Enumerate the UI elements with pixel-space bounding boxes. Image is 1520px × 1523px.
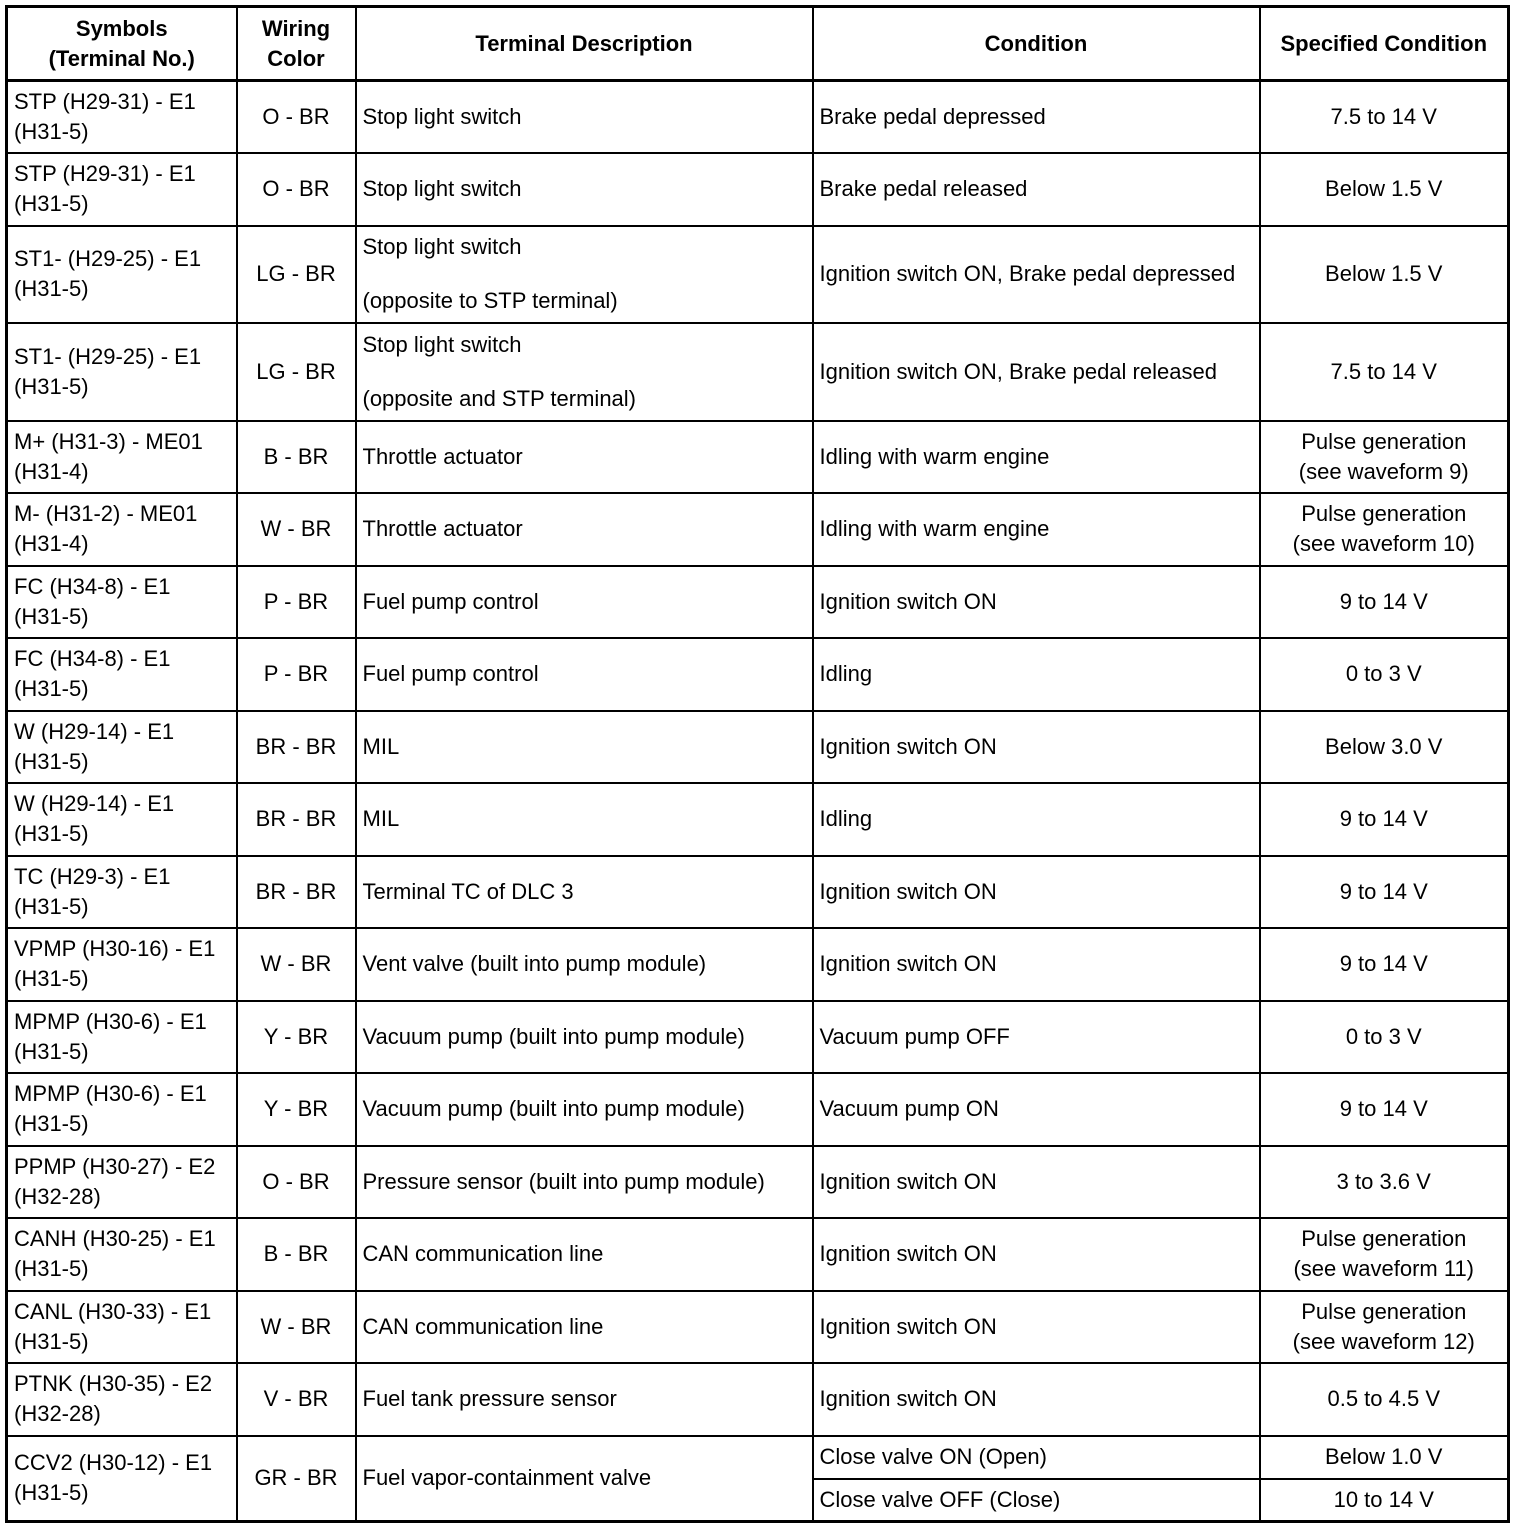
- wiring-color-cell: W - BR: [237, 1291, 356, 1364]
- specified-cell: 0 to 3 V: [1260, 638, 1509, 711]
- wiring-color-cell: O - BR: [237, 1146, 356, 1219]
- terminal-spec-table: [5, 5, 1510, 1523]
- specified-cell: Pulse generation (see waveform 12): [1260, 1291, 1509, 1364]
- specified-cell: 9 to 14 V: [1260, 1073, 1509, 1146]
- symbol-cell: CCV2 (H30-12) - E1 (H31-5): [7, 1436, 237, 1522]
- header-specified-condition: Specified Condition: [1260, 7, 1509, 81]
- symbol-cell: PPMP (H30-27) - E2 (H32-28): [7, 1146, 237, 1219]
- symbol-cell: W (H29-14) - E1 (H31-5): [7, 783, 237, 856]
- condition-cell: Ignition switch ON: [813, 711, 1260, 784]
- symbol-cell: MPMP (H30-6) - E1 (H31-5): [7, 1001, 237, 1074]
- table-row: [7, 1001, 1509, 1074]
- condition-cell: Brake pedal released: [813, 153, 1260, 226]
- table-row: [7, 226, 1509, 324]
- wiring-color-cell: O - BR: [237, 153, 356, 226]
- symbol-cell: M+ (H31-3) - ME01 (H31-4): [7, 421, 237, 494]
- symbol-cell: ST1- (H29-25) - E1 (H31-5): [7, 323, 237, 421]
- description-cell: Vent valve (built into pump module): [356, 928, 813, 1001]
- condition-cell: Ignition switch ON, Brake pedal depressed: [813, 226, 1260, 324]
- specified-cell: Below 1.5 V: [1260, 153, 1509, 226]
- symbol-cell: CANL (H30-33) - E1 (H31-5): [7, 1291, 237, 1364]
- wiring-color-cell: LG - BR: [237, 323, 356, 421]
- wiring-color-cell: Y - BR: [237, 1073, 356, 1146]
- condition-cell: Ignition switch ON: [813, 856, 1260, 929]
- condition-cell: Ignition switch ON: [813, 928, 1260, 1001]
- description-cell: MIL: [356, 783, 813, 856]
- description-cell: Fuel tank pressure sensor: [356, 1363, 813, 1436]
- symbol-cell: PTNK (H30-35) - E2 (H32-28): [7, 1363, 237, 1436]
- specified-cell: 7.5 to 14 V: [1260, 81, 1509, 154]
- condition-cell: Close valve OFF (Close): [813, 1479, 1260, 1522]
- condition-cell: Brake pedal depressed: [813, 81, 1260, 154]
- table-row: [7, 1363, 1509, 1436]
- specified-cell: 10 to 14 V: [1260, 1479, 1509, 1522]
- table-row: [7, 711, 1509, 784]
- wiring-color-cell: W - BR: [237, 493, 356, 566]
- specified-cell: Pulse generation (see waveform 9): [1260, 421, 1509, 494]
- specified-cell: 0.5 to 4.5 V: [1260, 1363, 1509, 1436]
- condition-cell: Ignition switch ON, Brake pedal released: [813, 323, 1260, 421]
- specified-cell: Below 1.0 V: [1260, 1436, 1509, 1479]
- wiring-color-cell: B - BR: [237, 421, 356, 494]
- table-row: [7, 493, 1509, 566]
- table-header-row: [7, 7, 1509, 81]
- condition-cell: Close valve ON (Open): [813, 1436, 1260, 1479]
- table-row: [7, 566, 1509, 639]
- header-wiring-color: Wiring Color: [237, 7, 356, 81]
- table-row: [7, 783, 1509, 856]
- specified-cell: Pulse generation (see waveform 10): [1260, 493, 1509, 566]
- symbol-cell: FC (H34-8) - E1 (H31-5): [7, 638, 237, 711]
- specified-cell: 3 to 3.6 V: [1260, 1146, 1509, 1219]
- table-row: [7, 928, 1509, 1001]
- condition-cell: Idling with warm engine: [813, 493, 1260, 566]
- wiring-color-cell: BR - BR: [237, 856, 356, 929]
- specified-cell: Below 3.0 V: [1260, 711, 1509, 784]
- description-cell: Throttle actuator: [356, 421, 813, 494]
- table-row: [7, 153, 1509, 226]
- condition-cell: Ignition switch ON: [813, 566, 1260, 639]
- table-row: [7, 1291, 1509, 1364]
- header-symbols: Symbols (Terminal No.): [7, 7, 237, 81]
- condition-cell: Idling with warm engine: [813, 421, 1260, 494]
- specified-cell: 9 to 14 V: [1260, 783, 1509, 856]
- wiring-color-cell: V - BR: [237, 1363, 356, 1436]
- description-cell: CAN communication line: [356, 1218, 813, 1291]
- description-cell: MIL: [356, 711, 813, 784]
- description-cell: Fuel pump control: [356, 566, 813, 639]
- condition-cell: Ignition switch ON: [813, 1291, 1260, 1364]
- wiring-color-cell: Y - BR: [237, 1001, 356, 1074]
- symbol-cell: MPMP (H30-6) - E1 (H31-5): [7, 1073, 237, 1146]
- symbol-cell: M- (H31-2) - ME01 (H31-4): [7, 493, 237, 566]
- table-row: [7, 1146, 1509, 1219]
- wiring-color-cell: BR - BR: [237, 711, 356, 784]
- condition-cell: Idling: [813, 638, 1260, 711]
- wiring-color-cell: P - BR: [237, 638, 356, 711]
- table-row: [7, 81, 1509, 154]
- condition-cell: Ignition switch ON: [813, 1146, 1260, 1219]
- wiring-color-cell: W - BR: [237, 928, 356, 1001]
- description-cell: Throttle actuator: [356, 493, 813, 566]
- specified-cell: 7.5 to 14 V: [1260, 323, 1509, 421]
- condition-cell: Vacuum pump ON: [813, 1073, 1260, 1146]
- table-row: [7, 1218, 1509, 1291]
- table-row: [7, 1073, 1509, 1146]
- description-cell: Stop light switch (opposite and STP terminal): [356, 323, 813, 421]
- symbol-cell: STP (H29-31) - E1 (H31-5): [7, 81, 237, 154]
- specified-cell: 9 to 14 V: [1260, 566, 1509, 639]
- description-cell: Terminal TC of DLC 3: [356, 856, 813, 929]
- specified-cell: 0 to 3 V: [1260, 1001, 1509, 1074]
- wiring-color-cell: BR - BR: [237, 783, 356, 856]
- wiring-color-cell: P - BR: [237, 566, 356, 639]
- description-cell: Vacuum pump (built into pump module): [356, 1001, 813, 1074]
- table-row: [7, 856, 1509, 929]
- table-row: [7, 1436, 1509, 1479]
- table-row: [7, 638, 1509, 711]
- condition-cell: Ignition switch ON: [813, 1363, 1260, 1436]
- specified-cell: Pulse generation (see waveform 11): [1260, 1218, 1509, 1291]
- wiring-color-cell: B - BR: [237, 1218, 356, 1291]
- specified-cell: Below 1.5 V: [1260, 226, 1509, 324]
- description-cell: Vacuum pump (built into pump module): [356, 1073, 813, 1146]
- table-row: [7, 323, 1509, 421]
- condition-cell: Ignition switch ON: [813, 1218, 1260, 1291]
- symbol-cell: STP (H29-31) - E1 (H31-5): [7, 153, 237, 226]
- symbol-cell: W (H29-14) - E1 (H31-5): [7, 711, 237, 784]
- wiring-color-cell: LG - BR: [237, 226, 356, 324]
- header-condition: Condition: [813, 7, 1260, 81]
- condition-cell: Vacuum pump OFF: [813, 1001, 1260, 1074]
- symbol-cell: CANH (H30-25) - E1 (H31-5): [7, 1218, 237, 1291]
- description-cell: Stop light switch: [356, 153, 813, 226]
- description-cell: Stop light switch: [356, 81, 813, 154]
- description-cell: Stop light switch (opposite to STP terminal): [356, 226, 813, 324]
- specified-cell: 9 to 14 V: [1260, 928, 1509, 1001]
- description-cell: CAN communication line: [356, 1291, 813, 1364]
- condition-cell: Idling: [813, 783, 1260, 856]
- specified-cell: 9 to 14 V: [1260, 856, 1509, 929]
- description-cell: Fuel pump control: [356, 638, 813, 711]
- symbol-cell: VPMP (H30-16) - E1 (H31-5): [7, 928, 237, 1001]
- wiring-color-cell: O - BR: [237, 81, 356, 154]
- wiring-color-cell: GR - BR: [237, 1436, 356, 1522]
- symbol-cell: ST1- (H29-25) - E1 (H31-5): [7, 226, 237, 324]
- description-cell: Pressure sensor (built into pump module): [356, 1146, 813, 1219]
- symbol-cell: FC (H34-8) - E1 (H31-5): [7, 566, 237, 639]
- symbol-cell: TC (H29-3) - E1 (H31-5): [7, 856, 237, 929]
- description-cell: Fuel vapor-containment valve: [356, 1436, 813, 1522]
- table-row: [7, 421, 1509, 494]
- header-terminal-description: Terminal Description: [356, 7, 813, 81]
